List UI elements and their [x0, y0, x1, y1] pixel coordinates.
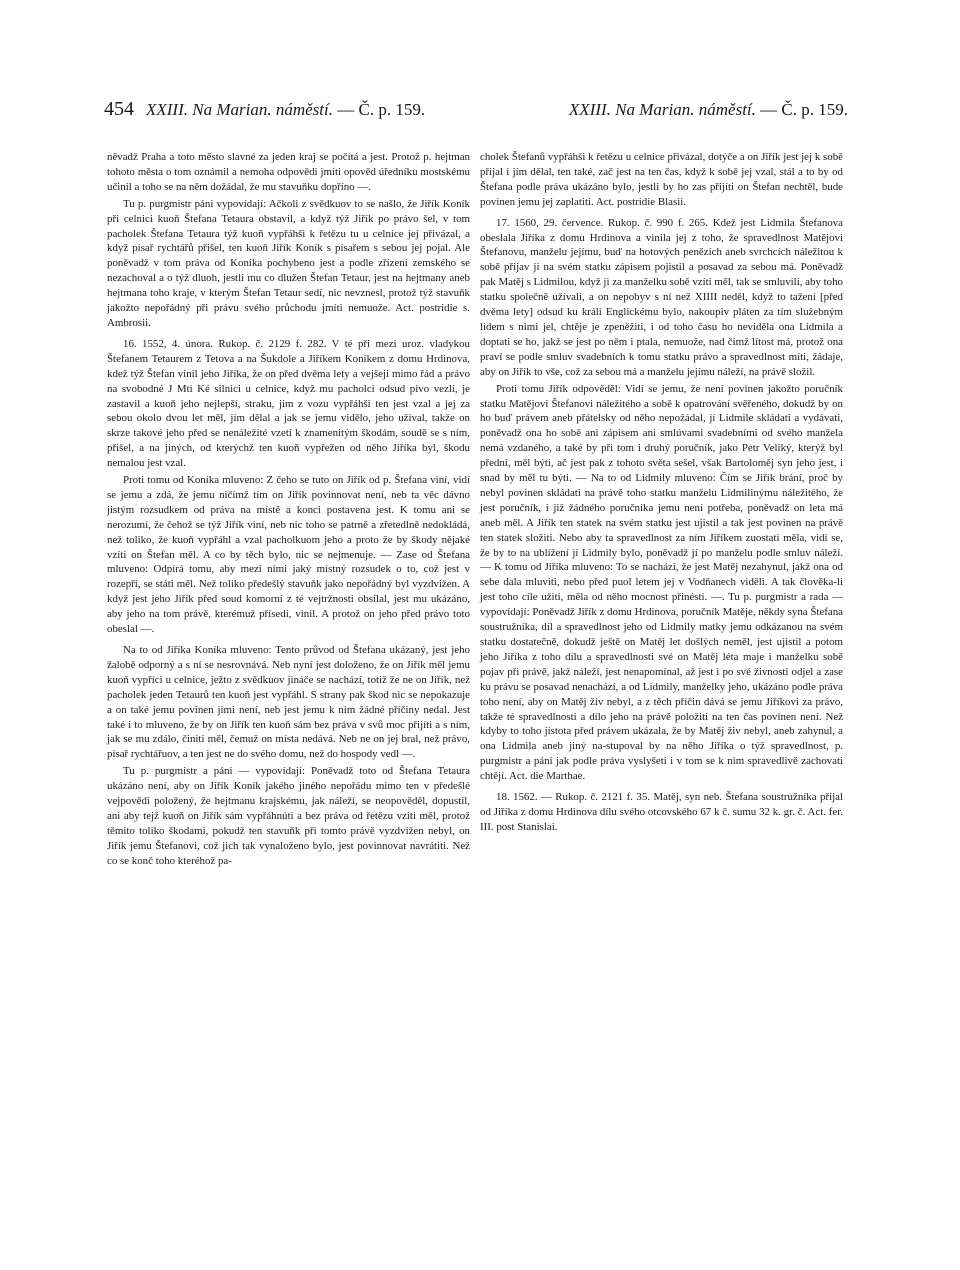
paragraph: Proti tomu Jiřík odpověděl: Vidí se jemu, že není povinen jakožto poručník statku Matějovi Štefanovi náležitého a sobě k opatrování svěřeného, dokudž by on ho buď právem aneb přátelsky od něho nepožádal, jí Lidmile skládati a vydávati, poněvadž ona ho sobě ani zápisem ani smlúvami svadebními od svého manžela nemá vzdaného, a také by při tom i druhý poručník, jako Petr Veliký, kterýž byl přední, měl býti, ač jest pak z tohoto světa sešel, však Bartoloměj syn jeho jest, i snad by měl tu býti. — Na to od Lidmily mluveno: Čím se Jiřík brání, proč by nebyl povinen skládati na právě toho statku manželu Lidmilinýmu náležitého, že jest poručník, i již žádného poručníka jemu není potřeba, poněvadž on leta má aneb měl. A Jiřík ten statek na svém statku jest ujistil a tak jest povinen na právě ten statek složiti. Nebo aby ta spravedlnost za ním Jiříkem zuostati měla, vidí se, že by to na ublížení jí Lidmily bylo, poněvadž jí po manželu podle smluv náleží. — K tomu od Jiříka mluveno: To se nachází, že jest Matěj nezahynul, jakž ona od sebe dala mluviti, nebo před puol letem jej v Vodňanech viděli. A tak člověka-li jest toho cíle užiti, měla od něho mocnost přinésti. —. Tu p. purgmistr a rada — vypovídají: Poněvadž Jiřík z domu Hrdinova, poručník Matěje, někdy syna Štefana soustružníka, díl a spravedlnost jeho od Lidmily matky jemu odkázanou na svém statku dostatečně, dokudž ještě on Matěj let došlých neměl, jest ujistil a potom jeho Jiříka z toho dílu a spravedlnosti své on Matěj léta maje i manželku sobě pojav při právě, jakž náleží, jest nenapomínal, až jest i po své živnosti odjel a zase ku právu se posavad nenachází, a od Lidmily, manželky jeho, ukázáno podle práva toho není, aby on Matěj živ nebyl, a z těch příčin dává se jemu Jiříkovi za právo, takže té spravedlnosti a dílo jeho na právě položiti na ten čas povinen není. Než kdyby to toho jistota před právem ukázala, že by Matěj živ nebyl, aneb zahynul, a ona Lidmila aneb jiný na-stupoval by na něho Jiříka o týž spravedlnost, p. purgmistr a páni jak podle práva vyslyšeti i v tom se k nim spravedlivě zachovati chtějí. Act. die Marthae.: [480, 382, 843, 783]
right-column: [480, 150, 843, 837]
running-header: [104, 100, 848, 128]
paragraph: 16. 1552, 4. února. Rukop. č. 2129 f. 282. V té při mezi uroz. vladykou Štefanem Tetaurem z Tetova a na Šukdole a Jiříkem Koníkem z domu Hrdinova, kdež týž Štefan vinil jeho Jiříka, že on před dvěma lety a vejšeji mimo řád a právo na svobodné J Mti Ké silnici u celnice, když mu pacholci odsud pivo vezli, je zastavil a kuoň jeho nejlepší, straku, jim z vozu vypřáhši ten jest vzal a jej za sebou okolo dvou let měl, jím dělal a jak se jemu vidělo, jeho užíval, takže on skrze takové jeho před se nenáležité vzetí k znamenitým škodám, soudě se s ním, přišel, a na jiných, od kterýchž ten kuoň vypřežen od něho Jiříka byl, škodu nemalou jest vzal.: [107, 337, 470, 470]
paragraph: Proti tomu od Koníka mluveno: Z čeho se tuto on Jiřík od p. Štefana viní, vidí se jemu a zdá, že jemu ničímž tím on Jiřík povinnovat není, neb ta věc dávno jistým rozsudkem od práva na místě a konci postavena jest. K tomu ani se nerozumí, že čehož se týž Jiřík viní, neb nic toho se patrně a zřetedlně nedokládá, než toliko, že kuoň vypřáhl a vzal pacholkuom jeho a proto že by škody nějaké vzíti on Štefan měl. A co by těch bylo, nic se nejmenuje. — Zase od Štefana mluveno: Odpírá tomu, aby mezi nimi jaký místný rozsudek o to, což jest v rozepři, se státi měl. Než toliko předešlý stavuňk jako nepořádný byl vyzdvižen. A když jest jeho Jiřík před soud komorní z té vejtržnosti obsílal, jest mu ukázáno, aby jeho na tom právě, kterémuž přísedí, vinil. A protož on jeho před právo toto obeslal —.: [107, 474, 470, 636]
paragraph: Tu p. purgmistr páni vypovídají: Ačkoli z svědkuov to se našlo, že Jiřík Koník při celnici kuoň Štefana Tetaura obstavil, a když týž Jiřík po právo šel, v tom pacholek Štefana Tetaura týž kuoň vypřáhši k řetězu tu u celnice jej přivázal, a když písař rychtářů přišel, ten kuoň Jiřík Koník s písařem s sebou jej pojal. Ale poněvadž v tom práva od Koníka pochybeno jest a podle zřízení zemského se nezachoval a o týž dluoh, jestli mu co dlužen Štefan Tetaur, jest na hejtmany aneb hejtmana toho kraje, v kterým Štefan Tetaur sedí, nic nevznesl, protož týž stavuňk jakožto nepořádný při právu svého průchodu jmíti nemuože. Act. postridie s. Ambrosii.: [107, 197, 470, 329]
paragraph: něvadž Praha a toto město slavné za jeden kraj se počítá a jest. Protož p. hejtman tohoto města o tom oznámil a nemoha odpovědi jmíti opověd úředníku mostskému učinil a toho se na něm dožádal, že mu stavuňku dopříno —.: [107, 151, 470, 193]
paragraph: Na to od Jiříka Koníka mluveno: Tento průvod od Štefana ukázaný, jest jeho žalobě odporný a s ní se nesrovnává. Neb nyní jest doloženo, že on Jiřík měl jemu kuoň vypříci u celnice, ježto z svědkuov jináče se nachází, totiž že ne on Jiřík, než pacholek jeden Tetaurů ten kuoň jest vypřáhl. S strany pak škod nic se nepokazuje a on také jemu povinen jimi není, neb jest jemu k nim žádné příčiny nedal. Jest také i to mluveno, že by on Jiřík ten kuoň sám bez práva v svů moc přijíti a s ním, jak se mu zdálo, činiti měl, čemuž on místa nedává. Neb ne on jej bral, než právo, písař rychtářuov, a ten jest ne do svého domu, než do hospody vedl —.: [107, 644, 470, 761]
header-left-ref: — Č. p. 159.: [337, 100, 426, 119]
paragraph: cholek Štefanů vypřáhši k řetězu u celnice přivázal, dotýče a on Jiřík jest jej k sobě přijal i jím dělal, ten také, zač jest na ten čas, když k sobě jej vzal, stál a to by od Štefana podle práva ukázáno bylo, jestli by ho zas přijíti on Štefan nechtěl, bude povinen jemu jej zaplatiti. Act. postridie Blasii.: [480, 151, 843, 208]
header-right-ref: — Č. p. 159.: [760, 100, 848, 119]
header-left-title: XXIII. Na Marian. náměstí.: [146, 100, 333, 119]
paragraph: Tu p. purgmistr a páni — vypovídají: Poněvadž toto od Štefana Tetaura ukázáno není, aby on Jiřík Koník jakého jiného nepořádu mimo ten v předešlé vejpovědi položený, že hejtmanu krajskému, jak náleží, se neopověděl, dopustil, ani aby tejž kuoň on Jiřík sám vypřáhnúti a bez práva od řetězu vzíti měl, protož těmito toliko škodami, pokudž ten stavuňk při tomto právě vyzdvižen nebyl, on Jiřík jemu Štefanovi, což jich tak vynaloženo bylo, jest povinnovat navrátiti. Než co se konč toho kteréhož pa-: [107, 765, 470, 867]
header-left: [146, 100, 425, 120]
paragraph: 17. 1560, 29. července. Rukop. č. 990 f. 265. Kdež jest Lidmila Štefanova obeslala Jiříka z domu Hrdinova a vinila jej z toho, že spravedlnost Matějovi Štefanovu, manželu jejímu, buď na hotových penězích aneb svrchcích náležitou k sobě přijav ji na svém statku zápisem pojistil a posavad za sebou má. Poněvadž pak Matěj s Lidmilou, když ji za manželku sobě vzíti měl, tak se smluvili, aby toho statku společně užívali, a on nepobyv s ní než XIIII neděl, když to tažení [před dvěma lety] odsud ku králi Englickému bylo, nakoupiv pláten za tím služebným lidem s nimi jel, chtěje je zpeněžiti, i od toho času ho neviděla ona Lidmila a doptati se ho, jakž se jest po něm i ptala, nemuože, nad čímž lítost má, protož ona praví se podle smluv svadebních k tomu statku právo a spravedlnost míti, žádaje, aby on Jiřík to vše, což za sebou má a manželu jejímu náleží, na právě složil.: [480, 216, 843, 378]
paragraph: 18. 1562. — Rukop. č. 2121 f. 35. Matěj, syn neb. Štefana soustružníka přijal od Jiříka z domu Hrdinova dílu svého otcovského 67 k č. sumu 32 k. gr. č. Act. fer. III. post Stanislai.: [480, 791, 843, 833]
header-right: [569, 100, 848, 120]
left-column: [107, 150, 470, 871]
page-number: 454: [104, 98, 134, 120]
header-right-title: XXIII. Na Marian. náměstí.: [568, 100, 756, 119]
